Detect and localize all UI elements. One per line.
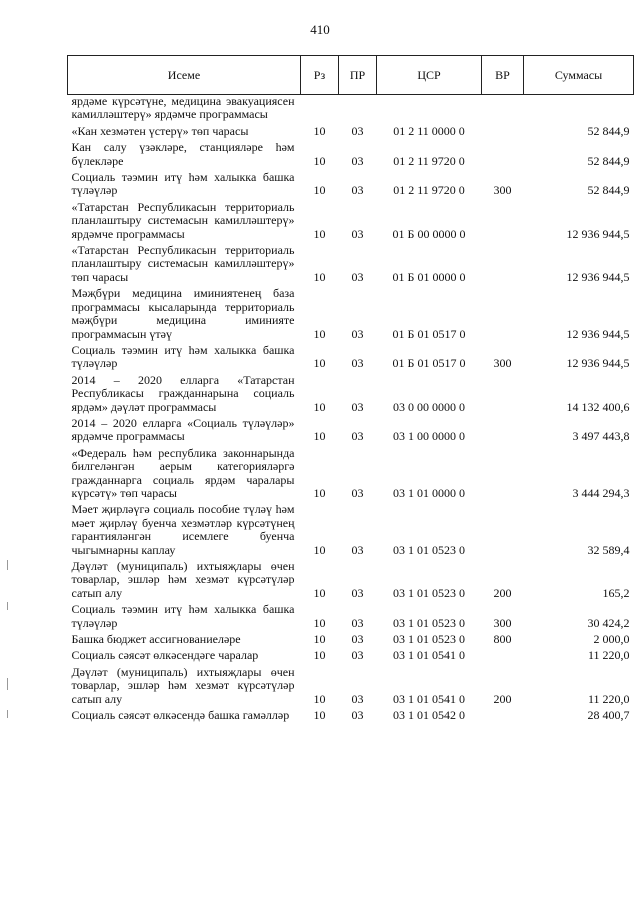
row-sum bbox=[524, 95, 634, 125]
table-row bbox=[68, 649, 634, 665]
row-vr: 200 bbox=[493, 585, 512, 600]
row-vr: 800 bbox=[493, 632, 512, 647]
row-sum: 52 844,9 bbox=[587, 153, 630, 168]
row-pr: 03 bbox=[351, 226, 364, 241]
row-sum: 2 000,0 bbox=[593, 632, 630, 647]
row-csr: 03 1 01 0541 0 bbox=[393, 648, 465, 663]
row-sum: 12 936 944,5 bbox=[566, 269, 630, 284]
row-name: «Татарстан Республикасын территориаль планлаштыру системасын камилләштерү» ярдәмче программасы bbox=[71, 199, 295, 241]
row-rz: 10 bbox=[313, 691, 326, 706]
row-name: ярдәме күрсәтүне, медицина эвакуациясен камилләштерү» ярдәмче программасы bbox=[71, 94, 295, 122]
row-csr: 01 2 11 0000 0 bbox=[393, 123, 465, 138]
row-vr bbox=[482, 201, 524, 244]
row-vr bbox=[482, 374, 524, 417]
table-row bbox=[68, 560, 634, 603]
row-rz: 10 bbox=[313, 226, 326, 241]
row-csr: 01 Б 00 0000 0 bbox=[392, 226, 466, 241]
budget-table bbox=[67, 55, 634, 725]
row-sum: 12 936 944,5 bbox=[566, 226, 630, 241]
row-rz: 10 bbox=[313, 485, 326, 500]
row-rz: 10 bbox=[313, 356, 326, 371]
row-rz: 10 bbox=[313, 399, 326, 414]
row-rz bbox=[301, 95, 339, 125]
page-number: 410 bbox=[310, 22, 330, 37]
row-pr: 03 bbox=[351, 356, 364, 371]
column-header-sum: Суммасы bbox=[524, 56, 634, 95]
row-sum: 3 497 443,8 bbox=[572, 429, 630, 444]
table-row bbox=[68, 125, 634, 141]
row-sum: 52 844,9 bbox=[587, 183, 630, 198]
row-csr: 03 0 00 0000 0 bbox=[393, 399, 465, 414]
row-name: «Федераль һәм республика законнарында билгеләнгән аерым категорияләргә гражданнарга социаль ярдәм чаралары күрсәтү» төп чарасы bbox=[71, 445, 295, 500]
row-csr bbox=[377, 95, 482, 125]
row-vr bbox=[482, 125, 524, 141]
row-vr bbox=[482, 417, 524, 447]
row-vr bbox=[482, 141, 524, 171]
column-header-vr: ВР bbox=[482, 56, 524, 95]
row-name: Мәҗбүри медицина иминиятенең база программасы кысаларында территориаль мәҗбүри медицина иминияте программасын үтәү bbox=[71, 286, 295, 341]
row-rz: 10 bbox=[313, 153, 326, 168]
column-header-rz: Рз bbox=[301, 56, 339, 95]
table-row bbox=[68, 503, 634, 560]
row-vr bbox=[482, 244, 524, 287]
row-rz: 10 bbox=[313, 632, 326, 647]
row-pr: 03 bbox=[351, 399, 364, 414]
row-csr: 03 1 01 0523 0 bbox=[393, 615, 465, 630]
row-name: Социаль тәэмин итү һәм халыкка башка түләүләр bbox=[71, 602, 295, 630]
row-vr: 300 bbox=[493, 615, 512, 630]
row-pr: 03 bbox=[351, 123, 364, 138]
row-rz: 10 bbox=[313, 585, 326, 600]
row-rz: 10 bbox=[313, 326, 326, 341]
row-name: Кан салу үзәкләре, станцияләре һәм бүлекләре bbox=[71, 140, 295, 168]
row-sum: 52 844,9 bbox=[587, 123, 630, 138]
row-csr: 01 2 11 9720 0 bbox=[393, 153, 465, 168]
row-sum: 28 400,7 bbox=[587, 708, 630, 723]
table-row bbox=[68, 344, 634, 374]
row-name: «Татарстан Республикасын территориаль планлаштыру системасын камилләштерү» төп чарасы bbox=[71, 243, 295, 284]
row-vr bbox=[482, 95, 524, 125]
column-header-name: Исеме bbox=[68, 56, 301, 95]
row-rz: 10 bbox=[313, 615, 326, 630]
row-vr: 300 bbox=[493, 356, 512, 371]
row-name: Социаль тәэмин итү һәм халыкка башка түләүләр bbox=[71, 170, 295, 198]
table-row bbox=[68, 171, 634, 201]
row-vr bbox=[482, 287, 524, 344]
row-sum: 11 220,0 bbox=[587, 648, 630, 663]
row-csr: 01 Б 01 0517 0 bbox=[392, 356, 466, 371]
row-name: Дәүләт (муниципаль) ихтыяҗлары өчен товарлар, эшләр һәм хезмәт күрсәтүләр сатып алу bbox=[71, 664, 295, 706]
row-csr: 01 Б 01 0517 0 bbox=[392, 326, 466, 341]
row-name: Дәүләт (муниципаль) ихтыяҗлары өчен товарлар, эшләр һәм хезмәт күрсәтүләр сатып алу bbox=[71, 559, 295, 600]
row-rz: 10 bbox=[313, 542, 326, 557]
row-sum: 30 424,2 bbox=[587, 615, 630, 630]
row-name: Социаль сәясәт өлкәсендәге чаралар bbox=[71, 648, 259, 663]
row-csr: 01 Б 01 0000 0 bbox=[392, 269, 466, 284]
row-vr bbox=[482, 649, 524, 665]
column-header-pr: ПР bbox=[339, 56, 377, 95]
row-sum: 32 589,4 bbox=[587, 542, 630, 557]
row-pr: 03 bbox=[351, 326, 364, 341]
row-csr: 03 1 01 0000 0 bbox=[393, 485, 465, 500]
row-csr: 03 1 01 0523 0 bbox=[393, 632, 465, 647]
row-name: «Кан хезмәтен үстерү» төп чарасы bbox=[71, 123, 249, 138]
table-header-row bbox=[68, 56, 634, 95]
row-pr: 03 bbox=[351, 153, 364, 168]
table-row bbox=[68, 95, 634, 125]
row-sum: 165,2 bbox=[602, 585, 630, 600]
row-pr: 03 bbox=[351, 648, 364, 663]
column-header-csr: ЦСР bbox=[377, 56, 482, 95]
table-row bbox=[68, 141, 634, 171]
row-pr: 03 bbox=[351, 632, 364, 647]
row-rz: 10 bbox=[313, 183, 326, 198]
row-name: Мәет җирләүгә социаль пособие түләү һәм мәет җирләү буенча хезмәтләр күрсәтүнең гарантияләнгән исемлеге буенча чыгымнарны каплау bbox=[71, 502, 295, 557]
table-row bbox=[68, 666, 634, 709]
table-row bbox=[68, 417, 634, 447]
table-row bbox=[68, 447, 634, 504]
row-vr: 300 bbox=[493, 183, 512, 198]
row-vr: 200 bbox=[493, 691, 512, 706]
row-name: 2014 – 2020 елларга «Татарстан Республикасы гражданнарына социаль ярдәм» дәүләт программасы bbox=[71, 372, 295, 414]
row-pr: 03 bbox=[351, 269, 364, 284]
row-pr: 03 bbox=[351, 183, 364, 198]
row-pr: 03 bbox=[351, 542, 364, 557]
row-csr: 03 1 01 0542 0 bbox=[393, 708, 465, 723]
row-pr: 03 bbox=[351, 429, 364, 444]
row-name: Социаль сәясәт өлкәсендә башка гамәлләр bbox=[71, 708, 290, 723]
row-vr bbox=[482, 447, 524, 504]
row-sum: 3 444 294,3 bbox=[572, 485, 630, 500]
table-row bbox=[68, 374, 634, 417]
row-vr bbox=[482, 709, 524, 725]
row-rz: 10 bbox=[313, 708, 326, 723]
row-csr: 03 1 01 0523 0 bbox=[393, 585, 465, 600]
row-name: Башка бюджет ассигнованиеләре bbox=[71, 632, 241, 647]
row-pr: 03 bbox=[351, 585, 364, 600]
row-rz: 10 bbox=[313, 123, 326, 138]
row-rz: 10 bbox=[313, 429, 326, 444]
row-csr: 03 1 00 0000 0 bbox=[393, 429, 465, 444]
row-sum: 12 936 944,5 bbox=[566, 326, 630, 341]
table-row bbox=[68, 709, 634, 725]
table-row bbox=[68, 287, 634, 344]
table-row bbox=[68, 244, 634, 287]
table-row bbox=[68, 201, 634, 244]
row-sum: 14 132 400,6 bbox=[566, 399, 630, 414]
row-sum: 12 936 944,5 bbox=[566, 356, 630, 371]
row-pr: 03 bbox=[351, 485, 364, 500]
row-vr bbox=[482, 503, 524, 560]
row-csr: 03 1 01 0523 0 bbox=[393, 542, 465, 557]
table-row bbox=[68, 603, 634, 633]
row-sum: 11 220,0 bbox=[587, 691, 630, 706]
row-csr: 01 2 11 9720 0 bbox=[393, 183, 465, 198]
row-csr: 03 1 01 0541 0 bbox=[393, 691, 465, 706]
table-row bbox=[68, 633, 634, 649]
row-pr: 03 bbox=[351, 615, 364, 630]
row-pr: 03 bbox=[351, 691, 364, 706]
scan-margin-marks bbox=[6, 560, 10, 720]
row-rz: 10 bbox=[313, 648, 326, 663]
row-name: 2014 – 2020 елларга «Социаль түләүләр» ярдәмче программасы bbox=[71, 415, 295, 444]
row-name: Социаль тәэмин итү һәм халыкка башка түләүләр bbox=[71, 342, 295, 371]
row-rz: 10 bbox=[313, 269, 326, 284]
row-pr bbox=[339, 95, 377, 125]
row-pr: 03 bbox=[351, 708, 364, 723]
